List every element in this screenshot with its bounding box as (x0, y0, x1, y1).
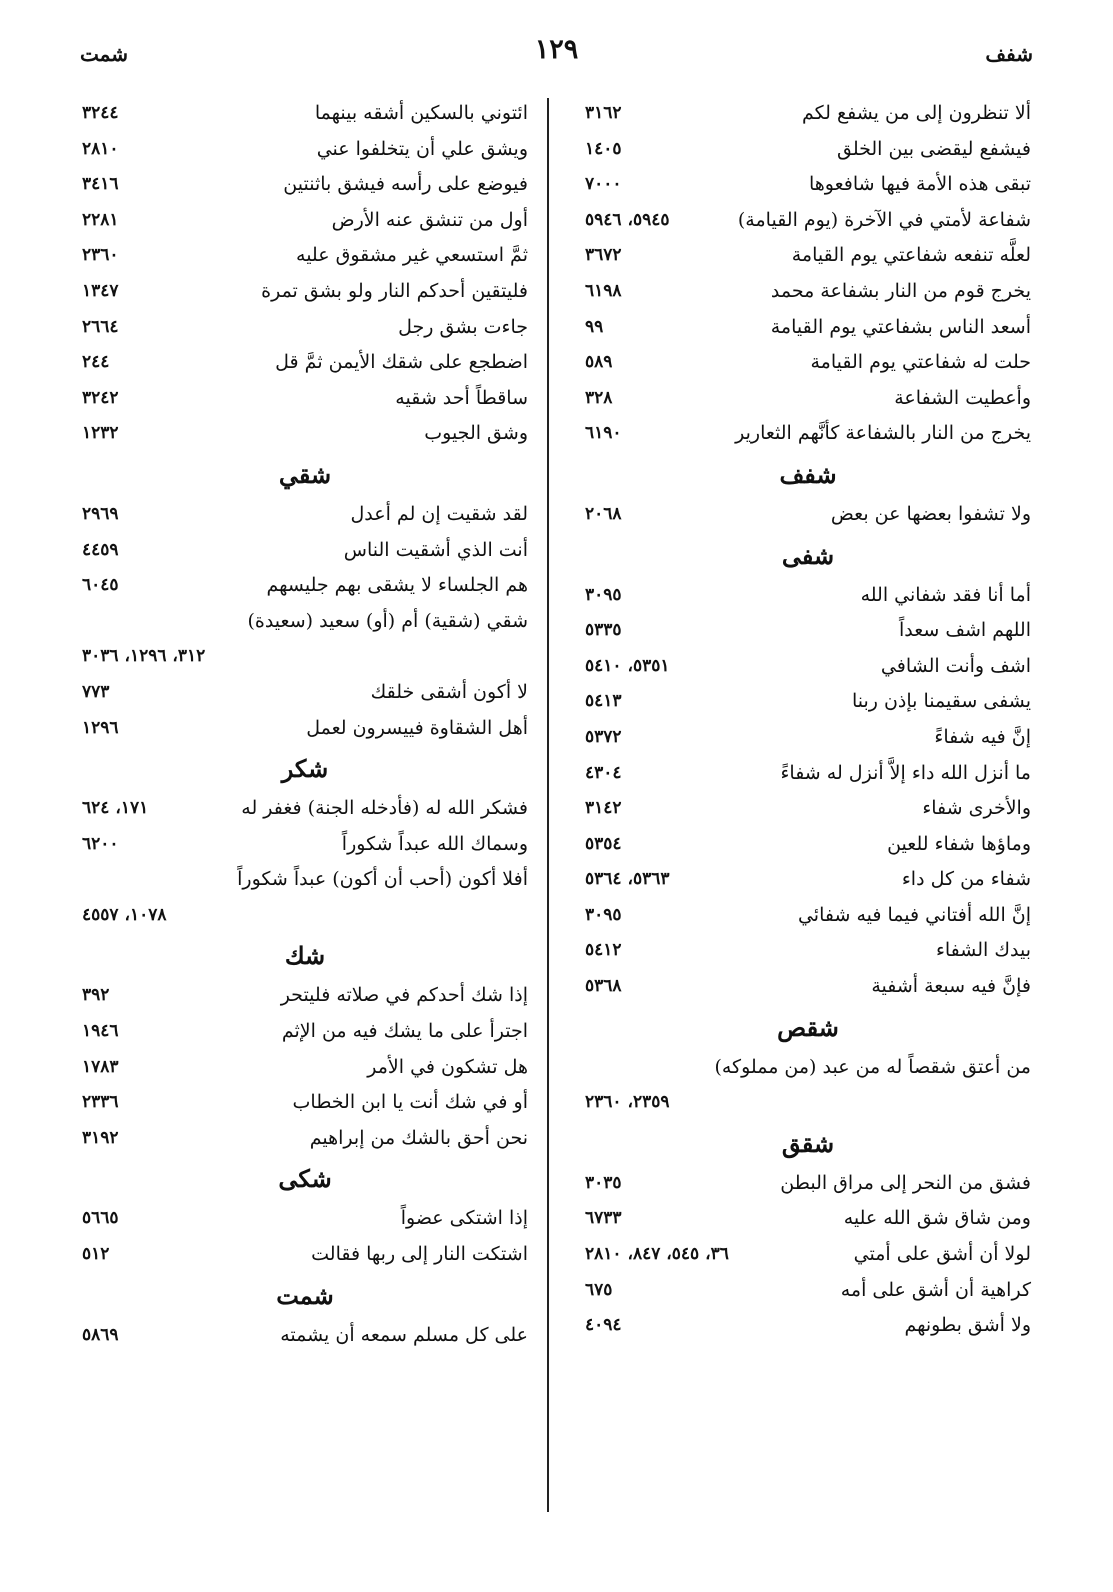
entry-text: ألا تنظرون إلى من يشفع لكم (802, 102, 1031, 124)
entry-group (82, 96, 528, 452)
index-entry (585, 827, 1031, 863)
header-root-left: شمت (80, 42, 128, 66)
entry-text: فشكر الله له (فأدخله الجنة) فغفر له (241, 797, 528, 820)
index-entry (82, 1085, 528, 1121)
entry-text: ساقطاً أحد شقيه (395, 386, 528, 409)
entry-group (585, 578, 1031, 1005)
index-entry (585, 898, 1031, 934)
entry-number: ٢٦٦٤ (82, 316, 119, 337)
entry-text: اضطجع على شقك الأيمن ثمَّ قل (275, 351, 528, 374)
entry-text: ويشق علي أن يتخلفوا عني (316, 137, 528, 160)
entry-number: ٣٦، ٥٤٥، ٨٤٧، ٢٨١٠ (585, 1244, 729, 1265)
entry-text: جاءت بشق رجل (398, 315, 528, 338)
entry-text: اشف وأنت الشافي (880, 654, 1031, 677)
page-number: ١٢٩ (534, 34, 579, 65)
index-entry (82, 675, 528, 711)
entry-text: ولا تشفوا بعضها عن بعض (830, 502, 1031, 525)
entry-text: هم الجلساء لا يشقى بهم جليسهم (266, 574, 528, 597)
index-entry (82, 238, 528, 274)
index-entry (585, 933, 1031, 969)
entry-number: ١٩٤٦ (82, 1021, 119, 1042)
entry-text: لا أكون أشقى خلقك (370, 680, 528, 703)
entry-number-line: ١٠٧٨، ٤٥٥٧ (82, 904, 167, 925)
index-entry (585, 756, 1031, 792)
entry-text: أسعد الناس بشفاعتي يوم القيامة (770, 315, 1031, 338)
index-entry (82, 1318, 528, 1354)
index-entry (82, 416, 528, 452)
entry-text: إذا اشتكى عضواً (400, 1207, 528, 1230)
entry-group (82, 1318, 528, 1354)
root-heading: شفى (781, 540, 835, 570)
index-entry (585, 578, 1031, 614)
entry-text: ما أنزل الله داء إلاَّ أنزل له شفاءً (780, 761, 1031, 784)
index-entry (82, 345, 528, 381)
entry-text: أما أنا فقد شفاني الله (860, 583, 1031, 606)
entry-text: ومن شاق شق الله عليه (843, 1207, 1031, 1230)
entry-text: فيشفع ليقضى بين الخلق (836, 137, 1031, 160)
entry-text: وأعطيت الشفاعة (894, 386, 1031, 409)
entry-group (585, 1166, 1031, 1344)
index-entry (585, 203, 1031, 239)
index-entry (82, 96, 528, 132)
index-entry (82, 203, 528, 239)
index-entry (82, 827, 528, 863)
entry-number: ٣٢٤٤ (82, 103, 119, 123)
index-entry (82, 1237, 528, 1273)
entry-number: ١٢٣٢ (82, 423, 119, 444)
entry-number: ٤٤٥٩ (82, 539, 119, 560)
entry-text: ولا أشق بطونهم (904, 1314, 1031, 1337)
index-entry (82, 167, 528, 203)
index-entry (585, 96, 1031, 132)
entry-number: ٥٣٧٢ (585, 726, 622, 747)
page-header (70, 34, 1043, 74)
entry-text: والأخرى شفاء (922, 797, 1031, 820)
entry-text: هل تشكون في الأمر (367, 1055, 528, 1078)
entry-number: ٣١٤٢ (585, 798, 622, 819)
index-entry (585, 1273, 1031, 1309)
index-entry (82, 791, 528, 827)
entry-text: اللهم اشف سعداً (898, 619, 1031, 642)
root-heading: شكى (278, 1164, 332, 1194)
index-entry (82, 1050, 528, 1086)
entry-text: شفاء من كل داء (901, 868, 1031, 891)
entry-number: ٥٣٦٨ (585, 976, 622, 997)
entry-group (82, 1201, 528, 1272)
entry-number: ٢٢٨١ (82, 209, 119, 230)
entry-number: ٥١٢ (82, 1244, 110, 1265)
entry-number: ٣٤١٦ (82, 174, 119, 195)
column-divider (547, 98, 549, 1512)
root-heading: شقي (278, 459, 332, 489)
root-heading: شقص (777, 1012, 839, 1042)
entry-number-line: ٣١٢، ١٢٩٦، ٣٠٣٦ (82, 646, 206, 667)
entry-number: ٣١٦٢ (585, 103, 622, 123)
entry-text: يشفى سقيمنا بإذن ربنا (851, 690, 1031, 713)
index-entry (82, 310, 528, 346)
entry-number: ٣٠٩٥ (585, 584, 622, 605)
entry-text: فليتقين أحدكم النار ولو بشق تمرة (261, 279, 528, 302)
entry-text: أول من تنشق عنه الأرض (331, 208, 528, 231)
index-entry (585, 238, 1031, 274)
index-entry (585, 613, 1031, 649)
entry-number: ٥٦٦٥ (82, 1208, 119, 1229)
root-heading: شفف (779, 459, 837, 489)
entry-group (585, 497, 1031, 533)
entry-text: كراهية أن أشق على أمه (840, 1278, 1031, 1301)
entry-number: ٤٠٩٤ (585, 1315, 622, 1336)
entry-text: وسماك الله عبداً شكوراً (341, 832, 528, 855)
entry-number: ٣٠٩٥ (585, 904, 622, 925)
entry-text: أهل الشقاوة فييسرون لعمل (306, 716, 528, 739)
index-entry (585, 1201, 1031, 1237)
index-entry (585, 274, 1031, 310)
entry-number: ٢٠٦٨ (585, 503, 622, 524)
entry-group (585, 96, 1031, 452)
entry-number: ٦٧٥ (585, 1279, 613, 1300)
entry-number: ٣٦٧٢ (585, 245, 622, 266)
index-entry (82, 132, 528, 168)
entry-number: ٣٩٢ (82, 985, 110, 1006)
index-entry (585, 1308, 1031, 1344)
index-entry (82, 1121, 528, 1157)
index-entry (82, 381, 528, 417)
index-entry (82, 1201, 528, 1237)
entry-number: ١٣٤٧ (82, 280, 119, 301)
entry-text-line: شقي (شقية) أم (أو) سعيد (سعيدة) (247, 609, 528, 632)
entry-number: ٢٩٦٩ (82, 503, 119, 524)
entry-number: ٥٣٣٥ (585, 620, 622, 641)
entry-number: ٦١٩٨ (585, 280, 622, 301)
index-entry (585, 720, 1031, 756)
entry-text: فيوضع على رأسه فيشق باثنتين (283, 173, 528, 196)
root-heading: شمت (276, 1280, 334, 1310)
entry-text: شفاعة لأمتي في الآخرة (يوم القيامة) (737, 208, 1031, 231)
entry-number: ٧٧٣ (82, 681, 110, 702)
entry-number: ٦٧٣٣ (585, 1208, 622, 1229)
index-entry (82, 1014, 528, 1050)
entry-number: ٦١٩٠ (585, 423, 622, 444)
entry-text: لولا أن أشق على أمتي (853, 1243, 1031, 1266)
entry-text: فشق من النحر إلى مراق البطن (780, 1171, 1031, 1194)
entry-text: اشتكت النار إلى ربها فقالت (311, 1243, 528, 1266)
entry-number: ٥٣٥١، ٥٤١٠ (585, 655, 670, 676)
entry-number: ٥٣٥٤ (585, 833, 622, 854)
root-heading: شقق (781, 1128, 835, 1158)
entry-group (82, 791, 528, 862)
right-column (585, 96, 1031, 1344)
entry-text: أو في شك أنت يا ابن الخطاب (292, 1091, 528, 1114)
index-entry (82, 274, 528, 310)
entry-text: وماؤها شفاء للعين (887, 832, 1031, 855)
index-entry (585, 345, 1031, 381)
entry-number: ٢٤٤ (82, 352, 110, 373)
entry-number: ٦٢٠٠ (82, 833, 119, 854)
entry-text: يخرج قوم من النار بشفاعة محمد (770, 279, 1031, 302)
entry-text: لعلَّه تنفعه شفاعتي يوم القيامة (791, 244, 1031, 267)
index-entry (82, 978, 528, 1014)
entry-text: ائتوني بالسكين أشقه بينهما (314, 102, 528, 124)
left-column (82, 96, 528, 1353)
entry-number: ٧٠٠٠ (585, 174, 622, 195)
entry-number: ٥٩٤٥، ٥٩٤٦ (585, 209, 670, 230)
entry-text: إنَّ الله أفتاني فيما فيه شفائي (797, 903, 1031, 926)
entry-text: يخرج من النار بالشفاعة كأنَّهم الثعارير (735, 422, 1031, 445)
entry-text-line: من أعتق شقصاً له من عبد (من مملوكه) (714, 1055, 1031, 1078)
index-entry (82, 533, 528, 569)
entry-text: نحن أحق بالشك من إبراهيم (309, 1126, 528, 1149)
index-entry (585, 1166, 1031, 1202)
index-entry (585, 132, 1031, 168)
index-entry (585, 649, 1031, 685)
index-entry (585, 416, 1031, 452)
entry-text: فإنَّ فيه سبعة أشفية (871, 975, 1031, 998)
index-entry (585, 1237, 1031, 1273)
index-entry (82, 711, 528, 747)
entry-number: ٥٤١٣ (585, 691, 622, 712)
index-entry (585, 862, 1031, 898)
index-entry (82, 568, 528, 604)
entry-text: بيدك الشفاء (935, 939, 1031, 962)
entry-number: ٤٣٠٤ (585, 762, 622, 783)
index-entry (585, 310, 1031, 346)
index-entry (585, 167, 1031, 203)
entry-number-line: ٢٣٥٩، ٢٣٦٠ (585, 1092, 670, 1113)
entry-text: إذا شك أحدكم في صلاته فليتحر (280, 984, 528, 1007)
header-root-right: شفف (985, 42, 1033, 66)
entry-number: ٩٩ (585, 316, 604, 337)
entry-text: اجترأ على ما يشك فيه من الإثم (281, 1020, 528, 1043)
entry-number: ٥٨٩ (585, 352, 613, 373)
index-entry (585, 791, 1031, 827)
entry-text: تبقى هذه الأمة فيها شافعوها (809, 173, 1031, 196)
entry-text: ثمَّ استسعي غير مشقوق عليه (296, 244, 528, 267)
entry-number: ٥٤١٢ (585, 940, 622, 961)
entry-text: إنَّ فيه شفاءً (934, 725, 1031, 748)
entry-group (82, 497, 528, 604)
entry-text-line: أفلا أكون (أحب أن أكون) عبداً شكوراً (237, 868, 528, 891)
entry-text: حلت له شفاعتي يوم القيامة (810, 351, 1031, 374)
index-entry (82, 497, 528, 533)
index-entry (585, 381, 1031, 417)
index-entry (585, 497, 1031, 533)
entry-number: ٣٢٤٢ (82, 387, 119, 408)
entry-number: ١٤٠٥ (585, 138, 622, 159)
root-heading: شك (284, 941, 326, 971)
entry-number: ٣٠٣٥ (585, 1172, 622, 1193)
index-entry (585, 969, 1031, 1005)
entry-text: أنت الذي أشقيت الناس (343, 538, 528, 561)
entry-text: على كل مسلم سمعه أن يشمته (280, 1323, 528, 1346)
entry-group (82, 978, 528, 1156)
entry-number: ١٢٩٦ (82, 717, 119, 738)
entry-number: ١٧٨٣ (82, 1056, 119, 1077)
root-heading: شكر (281, 754, 329, 784)
entry-number: ٣٢٨ (585, 387, 613, 408)
index-entry (585, 684, 1031, 720)
entry-number: ٥٣٦٣، ٥٣٦٤ (585, 869, 670, 890)
entry-number: ٣١٩٢ (82, 1127, 119, 1148)
entry-text: وشق الجيوب (424, 422, 528, 445)
entry-group (82, 675, 528, 746)
entry-number: ١٧١، ٦٢٤ (82, 798, 149, 819)
entry-number: ٢٣٣٦ (82, 1092, 119, 1113)
entry-number: ٢٣٦٠ (82, 245, 119, 266)
entry-text: لقد شقيت إن لم أعدل (350, 502, 528, 525)
entry-number: ٥٨٦٩ (82, 1324, 119, 1345)
entry-number: ٦٠٤٥ (82, 575, 119, 596)
entry-number: ٢٨١٠ (82, 138, 119, 159)
